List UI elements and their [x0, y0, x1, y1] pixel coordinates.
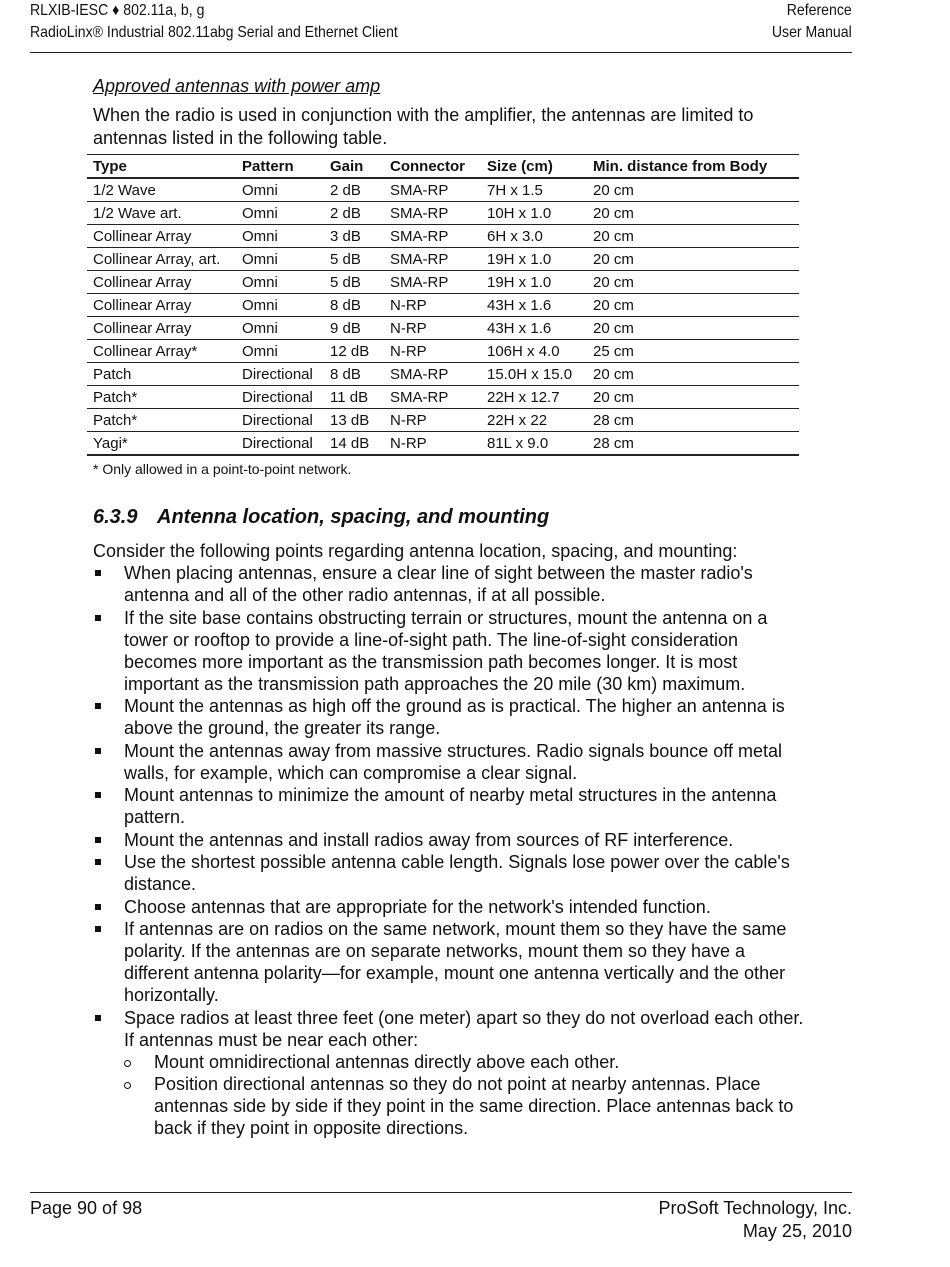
cell-pattern: Omni — [242, 227, 278, 245]
antenna-table — [87, 154, 799, 456]
table-header-row — [87, 155, 799, 179]
circle-bullet-icon — [124, 1082, 131, 1089]
section-title: Antenna location, spacing, and mounting — [157, 506, 550, 528]
table-row — [87, 340, 799, 363]
section-number: 6.3.9 — [93, 506, 138, 528]
list-item-text: Use the shortest possible antenna cable length. Signals lose power over the cable's distance. — [124, 852, 790, 894]
list-item-text: Mount antennas to minimize the amount of nearby metal structures in the antenna pattern. — [124, 785, 777, 827]
col-header-size: Size (cm) — [487, 157, 553, 175]
cell-pattern: Omni — [242, 296, 278, 314]
page-footer — [30, 1192, 852, 1241]
publish-date: May 25, 2010 — [742, 1221, 852, 1241]
cell-type: Patch — [93, 365, 132, 383]
subheading: Approved antennas with power amp — [93, 76, 381, 96]
cell-size: 15.0H x 15.0 — [487, 365, 573, 383]
page-header — [30, 0, 852, 53]
table-row — [87, 225, 799, 248]
table-row — [87, 202, 799, 225]
sub-list-item — [124, 1051, 805, 1073]
list-item — [93, 829, 805, 851]
square-bullet-icon — [95, 703, 101, 709]
company-name: ProSoft Technology, Inc. — [658, 1198, 852, 1218]
antenna-table-body — [87, 178, 799, 455]
sub-list-item — [124, 1073, 805, 1139]
cell-pattern: Directional — [242, 411, 313, 429]
header-product-name: RadioLinx® Industrial 802.11abg Serial and Ethernet Client — [30, 24, 398, 41]
bullet-list — [93, 562, 805, 1139]
cell-pattern: Omni — [242, 342, 278, 360]
cell-connector: N-RP — [390, 319, 427, 337]
header-doc-type: User Manual — [772, 24, 852, 41]
cell-connector: N-RP — [390, 434, 427, 452]
cell-min-distance: 20 cm — [593, 296, 634, 314]
cell-min-distance: 20 cm — [593, 273, 634, 291]
table-row — [87, 271, 799, 294]
cell-gain: 11 dB — [330, 388, 369, 406]
list-item — [93, 740, 805, 784]
cell-gain: 8 dB — [330, 365, 361, 383]
square-bullet-icon — [95, 904, 101, 910]
cell-type: 1/2 Wave art. — [93, 204, 182, 222]
cell-min-distance: 20 cm — [593, 250, 634, 268]
cell-pattern: Omni — [242, 319, 278, 337]
cell-min-distance: 20 cm — [593, 365, 634, 383]
cell-gain: 8 dB — [330, 296, 361, 314]
list-item — [93, 1007, 805, 1139]
header-product-line: RLXIB-IESC ♦ 802.11a, b, g — [30, 2, 205, 19]
cell-gain: 5 dB — [330, 250, 361, 268]
cell-min-distance: 20 cm — [593, 388, 634, 406]
intro-paragraph: When the radio is used in conjunction with the amplifier, the antennas are limited to antennas listed in the following table. — [93, 105, 754, 148]
list-item-text: Choose antennas that are appropriate for the network's intended function. — [124, 896, 711, 917]
list-item-text: Space radios at least three feet (one meter) apart so they do not overload each other. If antennas must be near each other: — [124, 1007, 804, 1050]
square-bullet-icon — [95, 1015, 101, 1021]
square-bullet-icon — [95, 615, 101, 621]
cell-size: 81L x 9.0 — [487, 434, 549, 452]
table-row — [87, 432, 799, 456]
list-item — [93, 562, 805, 606]
cell-size: 7H x 1.5 — [487, 181, 543, 199]
cell-type: 1/2 Wave — [93, 181, 156, 199]
cell-gain: 5 dB — [330, 273, 361, 291]
col-header-connector: Connector — [390, 157, 465, 175]
table-row — [87, 248, 799, 271]
cell-min-distance: 28 cm — [593, 411, 634, 429]
cell-min-distance: 28 cm — [593, 434, 634, 452]
cell-size: 19H x 1.0 — [487, 273, 552, 291]
cell-gain: 13 dB — [330, 411, 370, 429]
list-item-text: Mount the antennas away from massive structures. Radio signals bounce off metal walls, for example, which can compromise a clear signal. — [124, 740, 783, 783]
cell-pattern: Omni — [242, 250, 278, 268]
list-item — [93, 784, 805, 828]
cell-gain: 3 dB — [330, 227, 361, 245]
square-bullet-icon — [95, 859, 101, 865]
table-row — [87, 409, 799, 432]
col-header-gain: Gain — [330, 157, 364, 175]
header-right — [761, 0, 852, 44]
page-number: Page 90 of 98 — [30, 1198, 143, 1218]
cell-pattern: Omni — [242, 273, 278, 291]
cell-type: Collinear Array, art. — [93, 250, 221, 268]
cell-pattern: Directional — [242, 388, 313, 406]
cell-connector: SMA-RP — [390, 250, 449, 268]
sub-bullet-list — [124, 1051, 805, 1139]
col-header-min-distance: Min. distance from Body — [593, 157, 768, 175]
cell-type: Patch* — [93, 411, 138, 429]
header-section: Reference — [787, 2, 852, 19]
cell-pattern: Directional — [242, 434, 313, 452]
sub-list-item-text: Position directional antennas so they do not point at nearby antennas. Place antennas side by side if they point in the same direction. Place antennas back to back if they point in opposite directions. — [154, 1073, 794, 1138]
table-row — [87, 363, 799, 386]
square-bullet-icon — [95, 748, 101, 754]
cell-size: 19H x 1.0 — [487, 250, 552, 268]
cell-size: 43H x 1.6 — [487, 319, 552, 337]
cell-connector: SMA-RP — [390, 204, 449, 222]
table-row — [87, 294, 799, 317]
sub-list-item-text: Mount omnidirectional antennas directly above each other. — [154, 1051, 620, 1072]
cell-type: Yagi* — [93, 434, 128, 452]
cell-connector: SMA-RP — [390, 181, 449, 199]
cell-size: 43H x 1.6 — [487, 296, 552, 314]
section-heading — [93, 504, 805, 530]
cell-min-distance: 20 cm — [593, 181, 634, 199]
table-row — [87, 317, 799, 340]
list-item-text: Mount the antennas and install radios away from sources of RF interference. — [124, 829, 734, 850]
list-item — [93, 896, 805, 918]
section-lead: Consider the following points regarding antenna location, spacing, and mounting: — [93, 541, 738, 561]
cell-type: Collinear Array* — [93, 342, 198, 360]
list-item — [93, 607, 805, 695]
cell-size: 22H x 12.7 — [487, 388, 560, 406]
square-bullet-icon — [95, 570, 101, 576]
cell-connector: N-RP — [390, 342, 427, 360]
cell-connector: SMA-RP — [390, 388, 449, 406]
list-item-text: If antennas are on radios on the same network, mount them so they have the same polarity. If the antennas are on separate networks, mount them so they have a different antenna polarity—for example, mount one antenna vertically and the other horizontally. — [124, 919, 787, 1005]
cell-gain: 12 dB — [330, 342, 370, 360]
square-bullet-icon — [95, 926, 101, 932]
cell-type: Collinear Array — [93, 227, 192, 245]
cell-gain: 9 dB — [330, 319, 361, 337]
circle-bullet-icon — [124, 1060, 131, 1067]
square-bullet-icon — [95, 837, 101, 843]
list-item — [93, 695, 805, 739]
cell-size: 6H x 3.0 — [487, 227, 543, 245]
header-left — [30, 0, 448, 44]
footer-right — [659, 1197, 852, 1243]
list-item — [93, 918, 805, 1006]
square-bullet-icon — [95, 792, 101, 798]
col-header-pattern: Pattern — [242, 157, 294, 175]
cell-connector: SMA-RP — [390, 227, 449, 245]
list-item-text: If the site base contains obstructing terrain or structures, mount the antenna on a tower or rooftop to provide a line-of-sight path. The line-of-sight consideration becomes more important as the transmission path becomes longer. It is most important as the transmission path approaches the 20 mile (30 km) maximum. — [124, 607, 768, 694]
cell-type: Patch* — [93, 388, 138, 406]
table-row — [87, 178, 799, 202]
table-row — [87, 386, 799, 409]
cell-min-distance: 20 cm — [593, 227, 634, 245]
cell-pattern: Omni — [242, 204, 278, 222]
cell-min-distance: 20 cm — [593, 204, 634, 222]
cell-connector: SMA-RP — [390, 365, 449, 383]
list-item-text: When placing antennas, ensure a clear line of sight between the master radio's antenna and all of the other radio antennas, if at all possible. — [124, 563, 753, 605]
cell-connector: N-RP — [390, 411, 427, 429]
list-item-text: Mount the antennas as high off the ground as is practical. The higher an antenna is above the ground, the greater its range. — [124, 696, 785, 738]
cell-gain: 14 dB — [330, 434, 370, 452]
page-content — [93, 74, 805, 1139]
cell-min-distance: 20 cm — [593, 319, 634, 337]
cell-type: Collinear Array — [93, 296, 192, 314]
col-header-type: Type — [93, 157, 127, 175]
cell-pattern: Omni — [242, 181, 278, 199]
cell-type: Collinear Array — [93, 273, 192, 291]
cell-size: 10H x 1.0 — [487, 204, 552, 222]
table-footnote: * Only allowed in a point-to-point network. — [93, 461, 352, 477]
cell-size: 22H x 22 — [487, 411, 548, 429]
cell-gain: 2 dB — [330, 181, 361, 199]
cell-gain: 2 dB — [330, 204, 361, 222]
cell-connector: SMA-RP — [390, 273, 449, 291]
cell-type: Collinear Array — [93, 319, 192, 337]
list-item — [93, 851, 805, 895]
cell-size: 106H x 4.0 — [487, 342, 560, 360]
cell-pattern: Directional — [242, 365, 313, 383]
cell-connector: N-RP — [390, 296, 427, 314]
cell-min-distance: 25 cm — [593, 342, 634, 360]
